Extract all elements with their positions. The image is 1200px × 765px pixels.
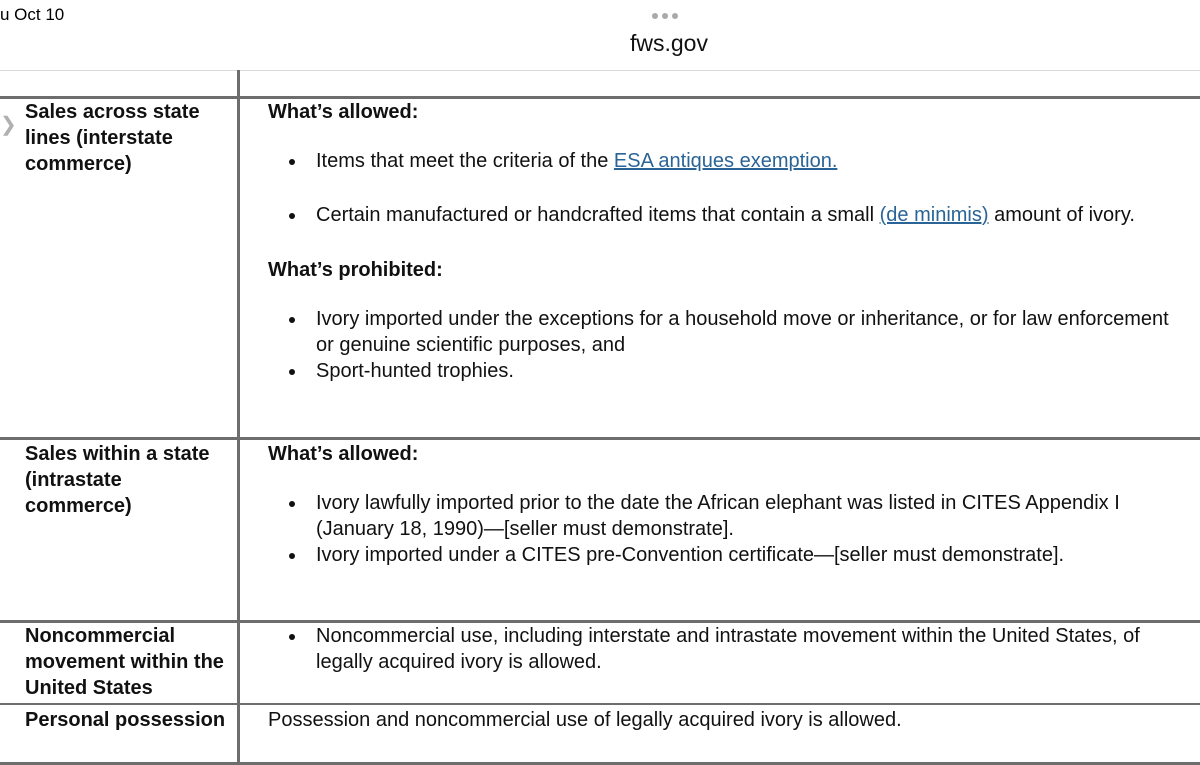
list-item: Ivory lawfully imported prior to the date the African elephant was listed in CITES Appendix I (January 18, 1990)—[seller must demonstrate].: [268, 490, 1188, 542]
table-row-divider: [0, 703, 1200, 705]
row-label-personal-possession: Personal possession: [25, 709, 226, 731]
header-divider: [0, 70, 1200, 71]
list-item: Sport-hunted trophies.: [268, 358, 1188, 384]
more-dots-icon[interactable]: [652, 13, 678, 19]
row-content-personal-possession: Possession and noncommercial use of legally acquired ivory is allowed.: [268, 709, 902, 731]
list-item: Ivory imported under the exceptions for a household move or inheritance, or for law enforcement or genuine scientific purposes, and: [268, 306, 1188, 358]
row-content-intrastate: [268, 441, 1188, 568]
clipped-edge-icon: ❯: [0, 114, 17, 136]
list-item: [268, 148, 1188, 174]
row-content-interstate: [268, 99, 1188, 384]
row-content-noncommercial-movement: [268, 623, 1188, 675]
item-text: Certain manufactured or handcrafted items that contain a small: [316, 204, 880, 226]
list-item: [268, 202, 1188, 228]
row-label-intrastate: Sales within a state (intrastate commerce): [25, 443, 210, 517]
item-text: Items that meet the criteria of the: [316, 150, 614, 172]
table-row-divider: [0, 437, 1200, 440]
table-column-divider: [237, 70, 240, 765]
status-bar-time: u Oct 10: [0, 5, 65, 24]
esa-antiques-exemption-link[interactable]: ESA antiques exemption.: [613, 150, 838, 172]
site-url[interactable]: fws.gov: [630, 30, 708, 56]
row-label-noncommercial-movement: Noncommercial movement within the United States: [25, 625, 224, 699]
row-label-interstate: Sales across state lines (interstate commerce): [25, 101, 200, 175]
list-item: Ivory imported under a CITES pre-Convention certificate—[seller must demonstrate].: [268, 542, 1188, 568]
item-text: amount of ivory.: [988, 204, 1135, 226]
de-minimis-link[interactable]: (de minimis): [879, 204, 989, 226]
list-item: Noncommercial use, including interstate and intrastate movement within the United States, of legally acquired ivory is allowed.: [268, 623, 1188, 675]
section-heading-prohibited: What’s prohibited:: [268, 259, 443, 281]
section-heading-allowed: What’s allowed:: [268, 101, 419, 123]
section-heading-allowed: What’s allowed:: [268, 443, 419, 465]
